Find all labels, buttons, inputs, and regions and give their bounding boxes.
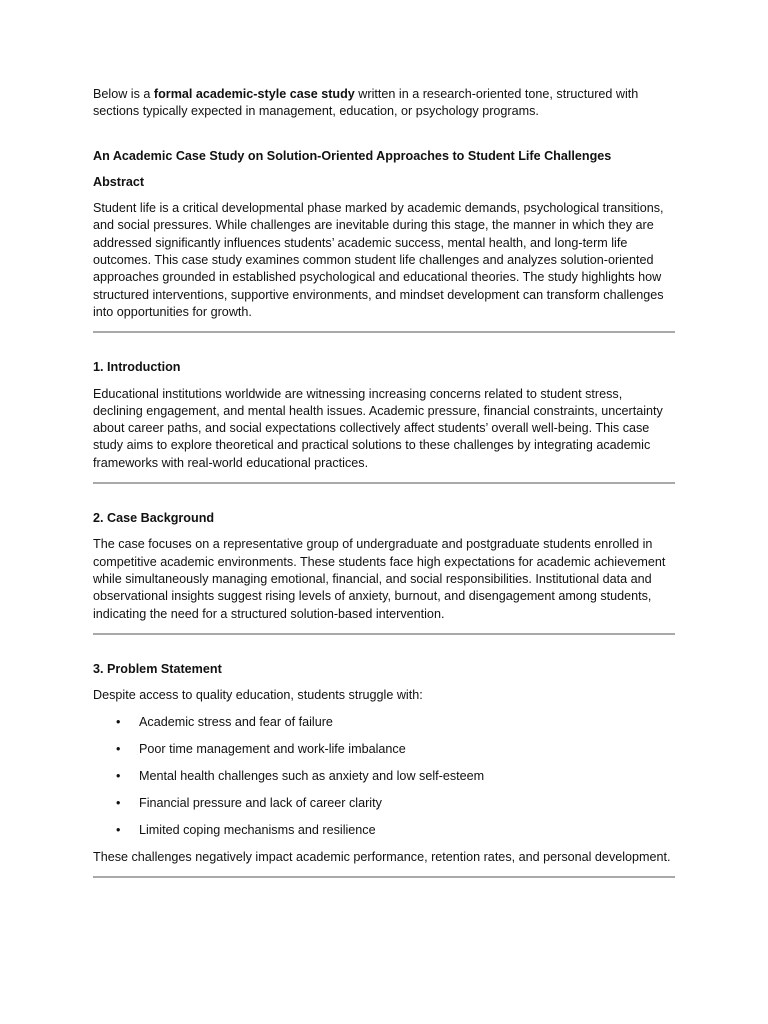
problem-list bbox=[93, 714, 675, 839]
list-item bbox=[93, 822, 675, 839]
problem-heading: 3. Problem Statement bbox=[93, 661, 222, 676]
bullet-icon: • bbox=[116, 796, 121, 811]
bullet-icon: • bbox=[116, 769, 121, 784]
problem-closing: These challenges negatively impact academic performance, retention rates, and personal development. bbox=[93, 849, 671, 864]
bullet-icon: • bbox=[116, 742, 121, 757]
background-body: The case focuses on a representative group of undergraduate and postgraduate students enrolled in competitive academic environments. These students face high expectations for academic achievement while simultaneously managing emotional, financial, and social responsibilities. Institutional data and observational insights suggest rising levels of anxiety, burnout, and disengagement among students, indicating the need for a structured solution-based intervention. bbox=[93, 537, 666, 621]
section-divider bbox=[93, 331, 675, 333]
list-item bbox=[93, 795, 675, 812]
list-item-text: Poor time management and work-life imbalance bbox=[139, 742, 406, 757]
intro-bold-phrase: formal academic-style case study bbox=[153, 87, 355, 101]
abstract-heading: Abstract bbox=[93, 174, 145, 189]
list-item bbox=[93, 741, 675, 758]
list-item-text: Limited coping mechanisms and resilience bbox=[139, 822, 376, 837]
problem-lead: Despite access to quality education, students struggle with: bbox=[93, 688, 423, 703]
intro-paragraph bbox=[93, 86, 675, 121]
list-item-text: Academic stress and fear of failure bbox=[139, 715, 333, 730]
introduction-body: Educational institutions worldwide are witnessing increasing concerns related to student stress, declining engagement, and mental health issues. Academic pressure, financial constraints, uncertainty about career paths, and social expectations collectively affect students’ overall well-being. This case study aims to explore theoretical and practical solutions to these challenges by integrating academic frameworks with real-world educational practices. bbox=[93, 386, 663, 470]
section-divider bbox=[93, 876, 675, 878]
background-heading: 2. Case Background bbox=[93, 511, 215, 526]
section-divider bbox=[93, 482, 675, 484]
list-item-text: Mental health challenges such as anxiety and low self-esteem bbox=[139, 769, 485, 784]
bullet-icon: • bbox=[116, 822, 121, 837]
list-item bbox=[93, 714, 675, 731]
bullet-icon: • bbox=[116, 715, 121, 730]
section-divider bbox=[93, 633, 675, 635]
list-item-text: Financial pressure and lack of career clarity bbox=[139, 796, 382, 811]
intro-prefix: Below is a bbox=[93, 87, 154, 101]
intro-suffix: written in a research-oriented tone, structured with sections typically expected in management, education, or psychology programs. bbox=[93, 87, 639, 119]
introduction-heading: 1. Introduction bbox=[93, 360, 181, 375]
abstract-body: Student life is a critical developmental phase marked by academic demands, psychological transitions, and social pressures. While challenges are inevitable during this stage, the manner in which they are addressed significantly influences students’ academic success, mental health, and long-term life outcomes. This case study examines common student life challenges and analyzes solution-oriented approaches grounded in established psychological and educational theories. The study highlights how structured interventions, supportive environments, and mindset development can transform challenges into opportunities for growth. bbox=[93, 201, 664, 319]
list-item bbox=[93, 768, 675, 785]
document-title: An Academic Case Study on Solution-Oriented Approaches to Student Life Challenges bbox=[93, 148, 612, 163]
